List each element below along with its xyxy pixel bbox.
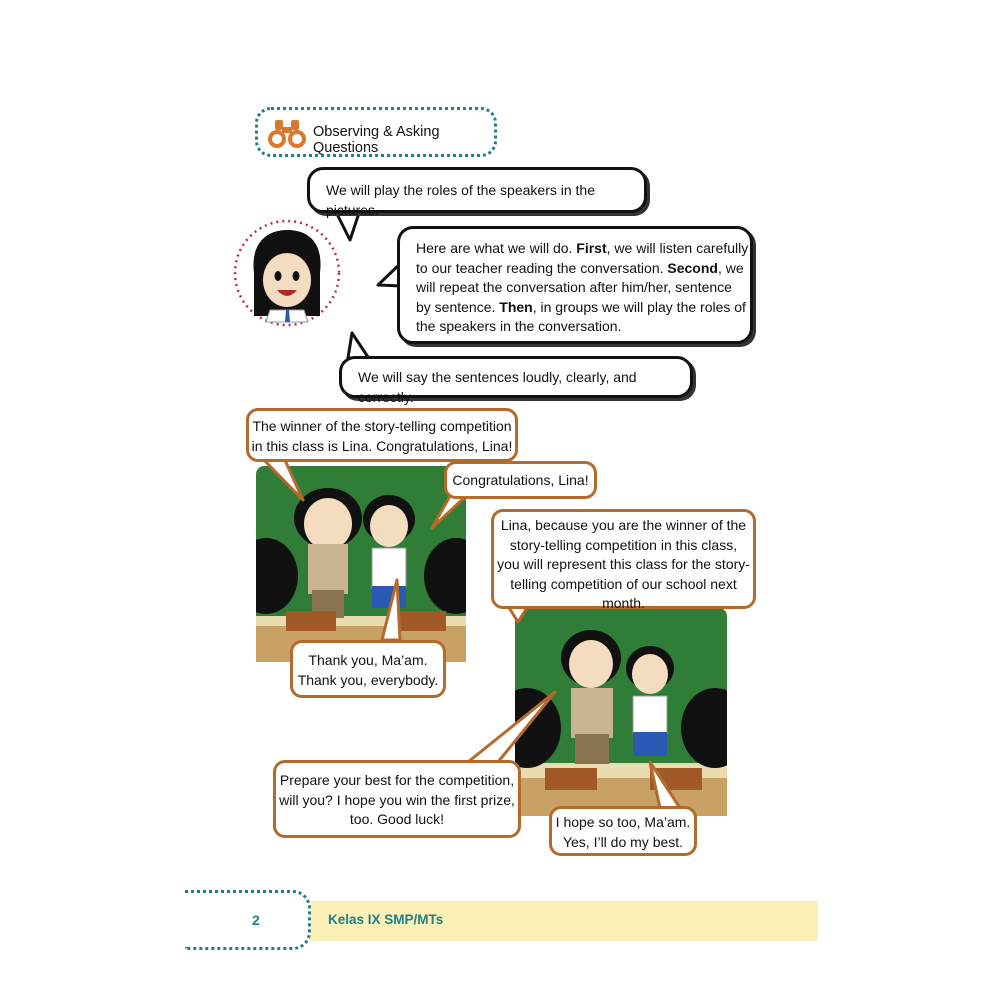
footer-page-tab xyxy=(185,890,311,950)
lina-bubble-thanks xyxy=(290,640,446,698)
bubble-text: Prepare your best for the competition, xyxy=(279,772,515,788)
bubble-text: in this class is Lina. Congratulations, Lina! xyxy=(251,437,513,454)
bubble-text: We will say the sentences loudly, clearly, and correctly. xyxy=(358,369,637,405)
bubble-text: month. xyxy=(602,595,645,611)
bubble-text: Yes, I’ll do my best. xyxy=(562,833,684,850)
bubble-text: I hope so too, Ma’am. xyxy=(555,814,691,830)
page-number: 2 xyxy=(252,912,260,928)
bubble-text: Thank you, Ma’am. xyxy=(308,652,428,668)
bubble-text: Congratulations, Lina! xyxy=(452,472,589,488)
bubble-text: We will play the roles of the speakers in the pictures. xyxy=(326,182,595,218)
teacher-bubble-winner xyxy=(246,408,518,462)
bubble-text: you will represent this class for the story- xyxy=(497,556,750,572)
bubble-text: story-telling competition in this class, xyxy=(509,536,738,553)
class-bubble-congratulations xyxy=(444,461,597,499)
bubble-text: Thank you, everybody. xyxy=(297,671,439,688)
lina-bubble-best xyxy=(549,806,697,856)
bubble-text: too. Good luck! xyxy=(349,811,445,827)
teacher-bubble-represent xyxy=(491,509,756,609)
book-title: Kelas IX SMP/MTs xyxy=(328,912,444,927)
bubble-text: The winner of the story-telling competition xyxy=(252,418,512,434)
bubble-text: Lina, because you are the winner of the xyxy=(500,517,747,533)
bubble-text: Here are what we will do. First, we will listen carefully to our teacher reading the conversation. Second, we will repeat the conversation after him/her, sentence by sentence. Then, in groups we will play the roles of the speakers in the conversation. xyxy=(416,240,749,334)
bubble-text: will you? I hope you win the first prize, xyxy=(279,791,515,808)
section-title: Observing & Asking Questions xyxy=(313,124,440,156)
teacher-bubble-good-luck xyxy=(273,760,521,838)
bubble-text: telling competition of our school next xyxy=(510,575,737,592)
